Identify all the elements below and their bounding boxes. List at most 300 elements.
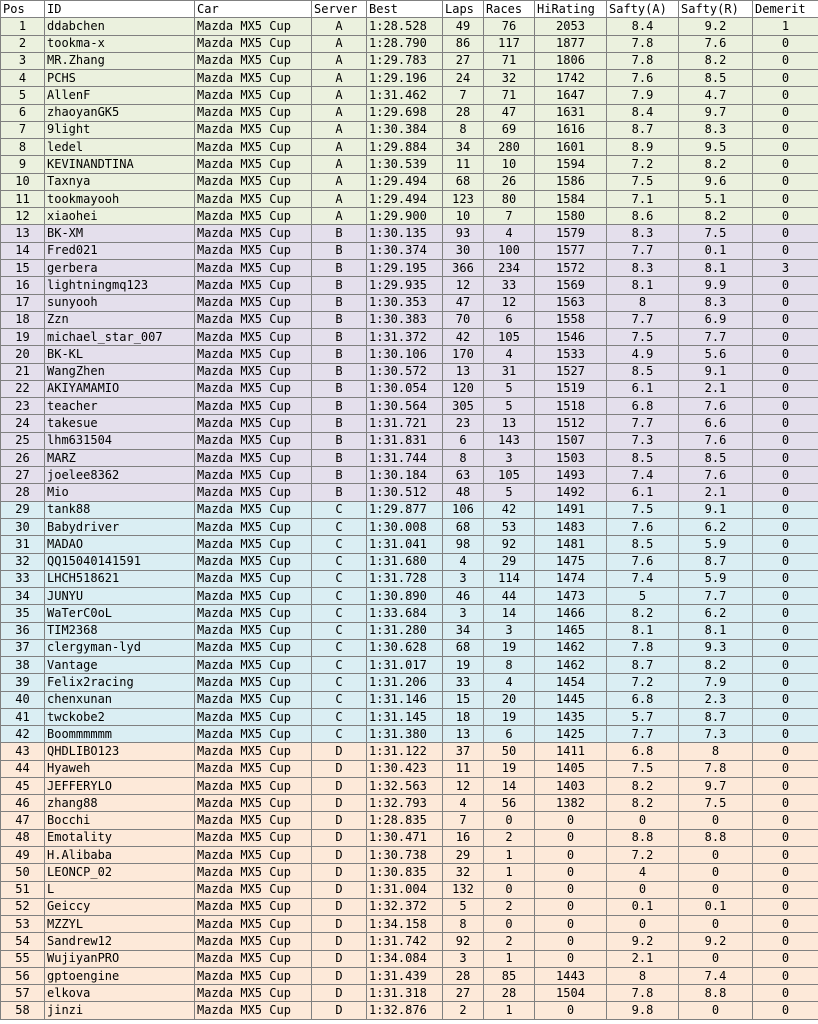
cell-demerit: 0 <box>753 518 818 535</box>
cell-safty-r: 0 <box>679 916 753 933</box>
cell-demerit: 0 <box>753 985 818 1002</box>
cell-laps: 27 <box>443 985 484 1002</box>
cell-server: D <box>312 829 367 846</box>
cell-pos: 52 <box>1 898 45 915</box>
cell-server: C <box>312 501 367 518</box>
cell-server: C <box>312 708 367 725</box>
cell-safty-a: 7.8 <box>607 985 679 1002</box>
cell-safty-a: 0 <box>607 812 679 829</box>
cell-car: Mazda MX5 Cup <box>195 173 312 190</box>
cell-best: 1:31.728 <box>367 570 443 587</box>
cell-races: 19 <box>484 760 535 777</box>
cell-hirating: 1462 <box>535 657 607 674</box>
cell-best: 1:29.900 <box>367 208 443 225</box>
cell-car: Mazda MX5 Cup <box>195 622 312 639</box>
cell-safty-r: 8.7 <box>679 553 753 570</box>
cell-pos: 45 <box>1 777 45 794</box>
cell-races: 56 <box>484 795 535 812</box>
cell-server: A <box>312 156 367 173</box>
cell-hirating: 1580 <box>535 208 607 225</box>
cell-best: 1:32.793 <box>367 795 443 812</box>
cell-best: 1:30.835 <box>367 864 443 881</box>
cell-best: 1:30.054 <box>367 380 443 397</box>
cell-best: 1:31.744 <box>367 449 443 466</box>
cell-hirating: 1518 <box>535 398 607 415</box>
cell-best: 1:30.564 <box>367 398 443 415</box>
cell-races: 42 <box>484 501 535 518</box>
cell-id: lightningmq123 <box>45 277 195 294</box>
cell-server: D <box>312 743 367 760</box>
cell-demerit: 0 <box>753 691 818 708</box>
cell-id: clergyman-lyd <box>45 639 195 656</box>
cell-server: A <box>312 52 367 69</box>
cell-laps: 49 <box>443 18 484 35</box>
cell-car: Mazda MX5 Cup <box>195 760 312 777</box>
cell-safty-r: 7.6 <box>679 467 753 484</box>
cell-hirating: 1504 <box>535 985 607 1002</box>
cell-safty-r: 9.1 <box>679 363 753 380</box>
cell-pos: 57 <box>1 985 45 1002</box>
cell-safty-a: 7.7 <box>607 311 679 328</box>
cell-server: D <box>312 760 367 777</box>
cell-laps: 12 <box>443 277 484 294</box>
cell-server: A <box>312 121 367 138</box>
cell-safty-r: 2.3 <box>679 691 753 708</box>
cell-server: C <box>312 726 367 743</box>
cell-id: Felix2racing <box>45 674 195 691</box>
table-row <box>1 380 818 397</box>
cell-pos: 35 <box>1 605 45 622</box>
cell-races: 19 <box>484 639 535 656</box>
cell-safty-a: 6.8 <box>607 398 679 415</box>
cell-races: 29 <box>484 553 535 570</box>
cell-laps: 4 <box>443 553 484 570</box>
cell-best: 1:31.318 <box>367 985 443 1002</box>
cell-races: 10 <box>484 156 535 173</box>
cell-races: 5 <box>484 380 535 397</box>
cell-hirating: 1533 <box>535 346 607 363</box>
cell-best: 1:29.196 <box>367 70 443 87</box>
cell-best: 1:31.041 <box>367 536 443 553</box>
cell-id: KEVINANDTINA <box>45 156 195 173</box>
cell-id: Vantage <box>45 657 195 674</box>
cell-races: 0 <box>484 881 535 898</box>
cell-hirating: 0 <box>535 1002 607 1019</box>
cell-server: B <box>312 346 367 363</box>
cell-hirating: 1577 <box>535 242 607 259</box>
table-row <box>1 18 818 35</box>
cell-races: 71 <box>484 52 535 69</box>
cell-server: B <box>312 259 367 276</box>
cell-safty-a: 8.1 <box>607 622 679 639</box>
cell-car: Mazda MX5 Cup <box>195 933 312 950</box>
cell-demerit: 0 <box>753 501 818 518</box>
cell-demerit: 0 <box>753 242 818 259</box>
cell-safty-r: 8.2 <box>679 657 753 674</box>
cell-safty-r: 4.7 <box>679 87 753 104</box>
cell-safty-a: 5 <box>607 588 679 605</box>
cell-id: tank88 <box>45 501 195 518</box>
cell-best: 1:31.742 <box>367 933 443 950</box>
cell-safty-r: 9.7 <box>679 104 753 121</box>
cell-pos: 12 <box>1 208 45 225</box>
cell-laps: 13 <box>443 363 484 380</box>
cell-safty-r: 7.7 <box>679 329 753 346</box>
cell-hirating: 1481 <box>535 536 607 553</box>
table-row <box>1 639 818 656</box>
cell-safty-r: 0.1 <box>679 242 753 259</box>
cell-car: Mazda MX5 Cup <box>195 484 312 501</box>
table-row <box>1 898 818 915</box>
cell-server: D <box>312 864 367 881</box>
cell-server: A <box>312 35 367 52</box>
cell-best: 1:29.783 <box>367 52 443 69</box>
cell-hirating: 1569 <box>535 277 607 294</box>
cell-safty-a: 7.5 <box>607 760 679 777</box>
cell-races: 0 <box>484 812 535 829</box>
cell-safty-r: 5.9 <box>679 570 753 587</box>
cell-pos: 47 <box>1 812 45 829</box>
cell-pos: 32 <box>1 553 45 570</box>
cell-pos: 29 <box>1 501 45 518</box>
cell-pos: 13 <box>1 225 45 242</box>
cell-server: B <box>312 363 367 380</box>
cell-races: 53 <box>484 518 535 535</box>
col-header-races: Races <box>484 1 535 18</box>
cell-id: gerbera <box>45 259 195 276</box>
col-header-car: Car <box>195 1 312 18</box>
cell-safty-a: 7.8 <box>607 35 679 52</box>
cell-demerit: 0 <box>753 536 818 553</box>
cell-pos: 50 <box>1 864 45 881</box>
cell-demerit: 0 <box>753 104 818 121</box>
cell-laps: 34 <box>443 622 484 639</box>
cell-safty-a: 7.2 <box>607 156 679 173</box>
cell-races: 50 <box>484 743 535 760</box>
cell-safty-a: 7.1 <box>607 190 679 207</box>
cell-demerit: 0 <box>753 70 818 87</box>
cell-safty-r: 5.9 <box>679 536 753 553</box>
cell-best: 1:30.008 <box>367 518 443 535</box>
col-header-safty-a: Safty(A) <box>607 1 679 18</box>
table-row <box>1 363 818 380</box>
cell-server: B <box>312 398 367 415</box>
cell-pos: 44 <box>1 760 45 777</box>
cell-races: 3 <box>484 622 535 639</box>
cell-car: Mazda MX5 Cup <box>195 881 312 898</box>
cell-safty-a: 7.9 <box>607 87 679 104</box>
cell-races: 100 <box>484 242 535 259</box>
cell-laps: 3 <box>443 570 484 587</box>
cell-races: 6 <box>484 311 535 328</box>
cell-id: michael_star_007 <box>45 329 195 346</box>
cell-id: gptoengine <box>45 967 195 984</box>
cell-safty-a: 8.5 <box>607 449 679 466</box>
table-row <box>1 691 818 708</box>
cell-races: 76 <box>484 18 535 35</box>
cell-safty-a: 8.3 <box>607 225 679 242</box>
cell-laps: 30 <box>443 242 484 259</box>
table-row <box>1 864 818 881</box>
cell-demerit: 0 <box>753 570 818 587</box>
cell-demerit: 0 <box>753 881 818 898</box>
cell-best: 1:30.423 <box>367 760 443 777</box>
cell-hirating: 1503 <box>535 449 607 466</box>
cell-races: 8 <box>484 657 535 674</box>
cell-hirating: 1462 <box>535 639 607 656</box>
cell-races: 143 <box>484 432 535 449</box>
cell-laps: 10 <box>443 208 484 225</box>
cell-pos: 16 <box>1 277 45 294</box>
cell-server: B <box>312 415 367 432</box>
cell-hirating: 1558 <box>535 311 607 328</box>
cell-races: 14 <box>484 605 535 622</box>
cell-races: 44 <box>484 588 535 605</box>
cell-laps: 3 <box>443 950 484 967</box>
cell-id: Zzn <box>45 311 195 328</box>
cell-safty-r: 9.2 <box>679 18 753 35</box>
cell-safty-r: 9.1 <box>679 501 753 518</box>
cell-safty-a: 7.8 <box>607 639 679 656</box>
cell-hirating: 1443 <box>535 967 607 984</box>
cell-id: ledel <box>45 139 195 156</box>
cell-pos: 26 <box>1 449 45 466</box>
cell-races: 4 <box>484 674 535 691</box>
cell-id: Fred021 <box>45 242 195 259</box>
cell-pos: 7 <box>1 121 45 138</box>
cell-server: A <box>312 87 367 104</box>
cell-hirating: 0 <box>535 829 607 846</box>
cell-laps: 13 <box>443 726 484 743</box>
cell-pos: 39 <box>1 674 45 691</box>
cell-safty-r: 8.8 <box>679 985 753 1002</box>
cell-safty-r: 9.2 <box>679 933 753 950</box>
cell-safty-r: 8.3 <box>679 121 753 138</box>
cell-hirating: 1483 <box>535 518 607 535</box>
cell-pos: 15 <box>1 259 45 276</box>
cell-safty-r: 7.5 <box>679 225 753 242</box>
cell-pos: 54 <box>1 933 45 950</box>
cell-pos: 2 <box>1 35 45 52</box>
cell-safty-a: 0.1 <box>607 898 679 915</box>
cell-safty-r: 9.3 <box>679 639 753 656</box>
cell-laps: 98 <box>443 536 484 553</box>
cell-id: AllenF <box>45 87 195 104</box>
cell-hirating: 1473 <box>535 588 607 605</box>
cell-car: Mazda MX5 Cup <box>195 916 312 933</box>
table-row <box>1 242 818 259</box>
cell-laps: 132 <box>443 881 484 898</box>
cell-id: H.Alibaba <box>45 847 195 864</box>
cell-pos: 5 <box>1 87 45 104</box>
cell-demerit: 0 <box>753 605 818 622</box>
cell-safty-a: 8.7 <box>607 121 679 138</box>
cell-races: 1 <box>484 1002 535 1019</box>
cell-laps: 11 <box>443 156 484 173</box>
table-row <box>1 346 818 363</box>
cell-id: Hyaweh <box>45 760 195 777</box>
cell-laps: 120 <box>443 380 484 397</box>
cell-races: 7 <box>484 208 535 225</box>
cell-best: 1:29.884 <box>367 139 443 156</box>
cell-demerit: 0 <box>753 760 818 777</box>
cell-best: 1:31.145 <box>367 708 443 725</box>
cell-races: 19 <box>484 708 535 725</box>
cell-car: Mazda MX5 Cup <box>195 657 312 674</box>
cell-laps: 34 <box>443 139 484 156</box>
table-row <box>1 812 818 829</box>
cell-id: MR.Zhang <box>45 52 195 69</box>
cell-car: Mazda MX5 Cup <box>195 415 312 432</box>
cell-safty-a: 7.8 <box>607 52 679 69</box>
cell-best: 1:28.790 <box>367 35 443 52</box>
cell-pos: 34 <box>1 588 45 605</box>
cell-safty-r: 8.8 <box>679 829 753 846</box>
cell-demerit: 0 <box>753 847 818 864</box>
cell-laps: 28 <box>443 967 484 984</box>
cell-laps: 305 <box>443 398 484 415</box>
table-row <box>1 139 818 156</box>
cell-car: Mazda MX5 Cup <box>195 190 312 207</box>
cell-safty-a: 8.1 <box>607 277 679 294</box>
cell-id: Mio <box>45 484 195 501</box>
cell-safty-r: 0 <box>679 847 753 864</box>
cell-car: Mazda MX5 Cup <box>195 52 312 69</box>
cell-demerit: 0 <box>753 864 818 881</box>
cell-car: Mazda MX5 Cup <box>195 726 312 743</box>
cell-safty-r: 9.6 <box>679 173 753 190</box>
cell-laps: 68 <box>443 639 484 656</box>
cell-laps: 5 <box>443 898 484 915</box>
cell-races: 2 <box>484 829 535 846</box>
cell-car: Mazda MX5 Cup <box>195 691 312 708</box>
cell-demerit: 0 <box>753 35 818 52</box>
cell-races: 80 <box>484 190 535 207</box>
table-row <box>1 70 818 87</box>
cell-laps: 48 <box>443 484 484 501</box>
cell-id: AKIYAMAMIO <box>45 380 195 397</box>
cell-pos: 41 <box>1 708 45 725</box>
cell-safty-a: 8 <box>607 967 679 984</box>
col-header-laps: Laps <box>443 1 484 18</box>
table-row <box>1 484 818 501</box>
cell-car: Mazda MX5 Cup <box>195 294 312 311</box>
cell-id: PCHS <box>45 70 195 87</box>
cell-id: JUNYU <box>45 588 195 605</box>
table-row <box>1 570 818 587</box>
cell-demerit: 0 <box>753 657 818 674</box>
table-row <box>1 259 818 276</box>
cell-demerit: 0 <box>753 190 818 207</box>
cell-server: D <box>312 812 367 829</box>
cell-safty-a: 7.5 <box>607 329 679 346</box>
cell-server: B <box>312 432 367 449</box>
cell-server: B <box>312 449 367 466</box>
cell-laps: 18 <box>443 708 484 725</box>
cell-id: WaTerC0oL <box>45 605 195 622</box>
table-row <box>1 449 818 466</box>
cell-car: Mazda MX5 Cup <box>195 674 312 691</box>
cell-safty-a: 8.4 <box>607 18 679 35</box>
cell-id: elkova <box>45 985 195 1002</box>
cell-demerit: 0 <box>753 121 818 138</box>
table-row <box>1 1002 818 1019</box>
table-row <box>1 588 818 605</box>
cell-safty-a: 6.1 <box>607 484 679 501</box>
cell-hirating: 1594 <box>535 156 607 173</box>
cell-pos: 25 <box>1 432 45 449</box>
cell-demerit: 0 <box>753 622 818 639</box>
cell-laps: 28 <box>443 104 484 121</box>
cell-demerit: 0 <box>753 553 818 570</box>
cell-safty-r: 2.1 <box>679 484 753 501</box>
cell-demerit: 0 <box>753 225 818 242</box>
cell-safty-r: 8.5 <box>679 70 753 87</box>
cell-demerit: 0 <box>753 726 818 743</box>
table-row <box>1 311 818 328</box>
cell-best: 1:31.380 <box>367 726 443 743</box>
cell-pos: 40 <box>1 691 45 708</box>
cell-hirating: 1742 <box>535 70 607 87</box>
cell-laps: 8 <box>443 916 484 933</box>
cell-pos: 42 <box>1 726 45 743</box>
cell-pos: 24 <box>1 415 45 432</box>
cell-demerit: 0 <box>753 950 818 967</box>
cell-safty-a: 7.6 <box>607 70 679 87</box>
cell-safty-r: 0 <box>679 812 753 829</box>
cell-best: 1:30.738 <box>367 847 443 864</box>
cell-id: BK-XM <box>45 225 195 242</box>
table-row <box>1 760 818 777</box>
cell-safty-r: 8.1 <box>679 259 753 276</box>
cell-races: 69 <box>484 121 535 138</box>
cell-demerit: 0 <box>753 208 818 225</box>
cell-car: Mazda MX5 Cup <box>195 795 312 812</box>
cell-best: 1:31.146 <box>367 691 443 708</box>
cell-car: Mazda MX5 Cup <box>195 363 312 380</box>
cell-best: 1:32.372 <box>367 898 443 915</box>
cell-laps: 32 <box>443 864 484 881</box>
cell-server: B <box>312 242 367 259</box>
table-row <box>1 225 818 242</box>
cell-laps: 8 <box>443 449 484 466</box>
cell-id: takesue <box>45 415 195 432</box>
cell-best: 1:30.471 <box>367 829 443 846</box>
table-row <box>1 156 818 173</box>
cell-laps: 42 <box>443 329 484 346</box>
table-row <box>1 985 818 1002</box>
cell-server: A <box>312 173 367 190</box>
cell-hirating: 1877 <box>535 35 607 52</box>
cell-server: A <box>312 104 367 121</box>
cell-car: Mazda MX5 Cup <box>195 156 312 173</box>
cell-car: Mazda MX5 Cup <box>195 277 312 294</box>
cell-id: WangZhen <box>45 363 195 380</box>
cell-hirating: 0 <box>535 933 607 950</box>
cell-server: D <box>312 1002 367 1019</box>
col-header-id: ID <box>45 1 195 18</box>
table-row <box>1 622 818 639</box>
cell-hirating: 1601 <box>535 139 607 156</box>
cell-safty-r: 2.1 <box>679 380 753 397</box>
cell-pos: 31 <box>1 536 45 553</box>
table-row <box>1 398 818 415</box>
cell-server: D <box>312 933 367 950</box>
cell-best: 1:30.628 <box>367 639 443 656</box>
table-row <box>1 743 818 760</box>
cell-safty-r: 6.2 <box>679 605 753 622</box>
cell-races: 3 <box>484 449 535 466</box>
